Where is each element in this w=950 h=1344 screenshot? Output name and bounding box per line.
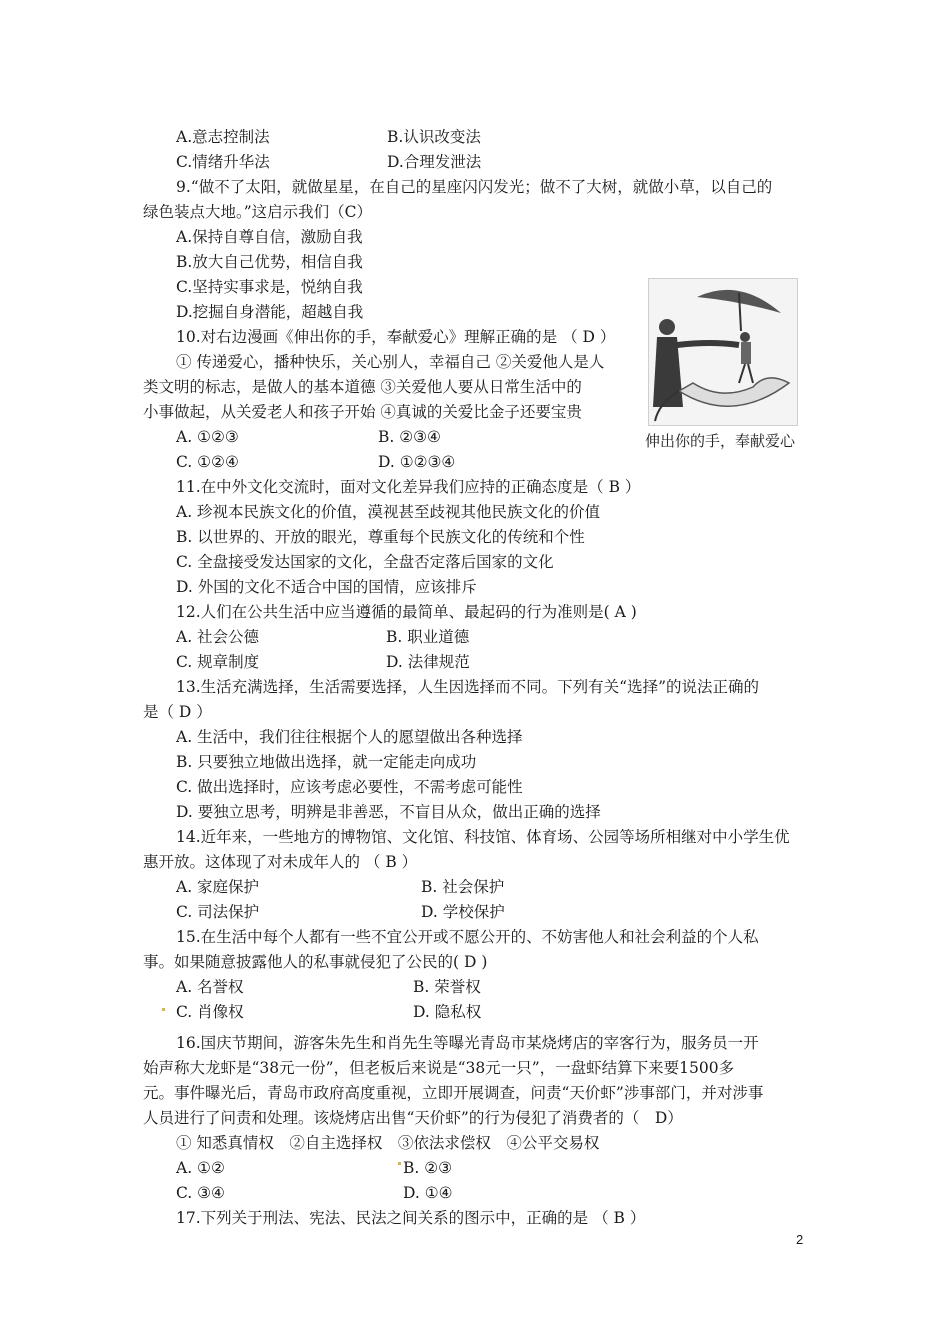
q10-option-a: A. ①②③ [176,428,239,446]
q13-stem-line2: 是（ D ） [143,703,212,721]
q10-option-b: B. ②③④ [378,428,441,446]
q8-option-a: A.意志控制法 [176,128,270,146]
q15-option-b: B. 荣誉权 [413,978,481,996]
q14-stem-line1: 14.近年来，一些地方的博物馆、文化馆、科技馆、体育场、公园等场所相继对中小学生优 [176,828,790,846]
q11-option-c: C. 全盘接受发达国家的文化，全盘否定落后国家的文化 [176,553,554,571]
q12-option-d: D. 法律规范 [386,653,470,671]
q14-option-d: D. 学校保护 [421,903,505,921]
q10-stem: 10.对右边漫画《伸出你的手，奉献爱心》理解正确的是 （ D ） [176,328,616,346]
q13-option-a: A. 生活中，我们往往根据个人的愿望做出各种选择 [176,728,523,746]
q10-option-c: C. ①②④ [176,453,239,471]
scan-speck [162,1008,165,1011]
q8-option-d: D.合理发泄法 [387,153,482,171]
q12-option-c: C. 规章制度 [176,653,260,671]
q11-option-b: B. 以世界的、开放的眼光，尊重每个民族文化的传统和个性 [176,528,585,546]
q13-option-c: C. 做出选择时，应该考虑必要性，不需考虑可能性 [176,778,523,796]
q8-option-c: C.情绪升华法 [176,153,270,171]
cartoon-caption: 伸出你的手，奉献爱心 [645,432,796,450]
q16-option-c: C. ③④ [176,1184,225,1202]
q16-stem-line4: 人员进行了问责和处理。该烧烤店出售“天价虾”的行为侵犯了消费者的（ D） [143,1109,683,1127]
q15-stem-line2: 事。如果随意披露他人的私事就侵犯了公民的( D ) [143,953,488,971]
q12-stem: 12.人们在公共生活中应当遵循的最简单、最起码的行为准则是( A ) [176,603,637,621]
q16-stem-line2: 始声称大龙虾是“38元一份”，但老板后来说是“38元一只”，一盘虾结算下来要1500多 [143,1059,735,1077]
q16-statements: ① 知悉真情权 ②自主选择权 ③依法求偿权 ④公平交易权 [176,1134,600,1152]
q9-option-b: B.放大自己优势，相信自我 [176,253,363,271]
q12-option-a: A. 社会公德 [176,628,260,646]
scan-speck [398,1162,401,1165]
q9-option-d: D.挖掘自身潜能，超越自我 [176,303,364,321]
cartoon-illustration [648,278,798,426]
q16-stem-line3: 元。事件曝光后，青岛市政府高度重视，立即开展调查，问责“天价虾”涉事部门，并对涉事 [143,1084,764,1102]
q16-option-d: D. ①④ [403,1184,453,1202]
q15-option-d: D. 隐私权 [413,1003,482,1021]
q10-option-d: D. ①②③④ [378,453,456,471]
q14-option-b: B. 社会保护 [421,878,505,896]
q15-option-c: C. 肖像权 [176,1003,244,1021]
q14-stem-line2: 惠开放。这体现了对未成年人的 （ B ） [143,853,418,871]
q11-stem: 11.在中外文化交流时，面对文化差异我们应持的正确态度是（ B ） [176,478,641,496]
q15-option-a: A. 名誉权 [176,978,244,996]
q10-statement-line2: 类文明的标志，是做人的基本道德 ③关爱他人要从日常生活中的 [143,378,582,396]
page-number: 2 [796,1232,804,1247]
q14-option-a: A. 家庭保护 [176,878,260,896]
q16-option-b: B. ②③ [403,1159,453,1177]
q11-option-d: D. 外国的文化不适合中国的国情，应该排斥 [176,578,477,596]
q10-statement-line1: ① 传递爱心，播种快乐，关心别人，幸福自己 ②关爱他人是人 [176,353,605,371]
q13-stem-line1: 13.生活充满选择，生活需要选择，人生因选择而不同。下列有关“选择”的说法正确的 [176,678,760,696]
q10-statement-line3: 小事做起，从关爱老人和孩子开始 ④真诚的关爱比金子还要宝贵 [143,403,582,421]
q13-option-d: D. 要独立思考，明辨是非善恶，不盲目从众，做出正确的选择 [176,803,601,821]
q16-option-a: A. ①② [176,1159,225,1177]
q11-option-a: A. 珍视本民族文化的价值，漠视甚至歧视其他民族文化的价值 [176,503,601,521]
q13-option-b: B. 只要独立地做出选择，就一定能走向成功 [176,753,477,771]
q15-stem-line1: 15.在生活中每个人都有一些不宜公开或不愿公开的、不妨害他人和社会利益的个人私 [176,928,759,946]
q12-option-b: B. 职业道德 [386,628,470,646]
q14-option-c: C. 司法保护 [176,903,260,921]
q17-stem: 17.下列关于刑法、宪法、民法之间关系的图示中，正确的是 （ B ） [176,1209,646,1227]
q9-stem-line2: 绿色装点大地。”这启示我们（C） [143,203,373,221]
q9-stem-line1: 9.“做不了太阳，就做星星，在自己的星座闪闪发光；做不了大树，就做小草，以自己的 [176,178,773,196]
q16-stem-line1: 16.国庆节期间，游客朱先生和肖先生等曝光青岛市某烧烤店的宰客行为，服务员一开 [176,1034,759,1052]
q9-option-a: A.保持自尊自信，激励自我 [176,228,363,246]
q9-option-c: C.坚持实事求是，悦纳自我 [176,278,363,296]
q8-option-b: B.认识改变法 [387,128,481,146]
cartoon-drawing [649,279,797,425]
